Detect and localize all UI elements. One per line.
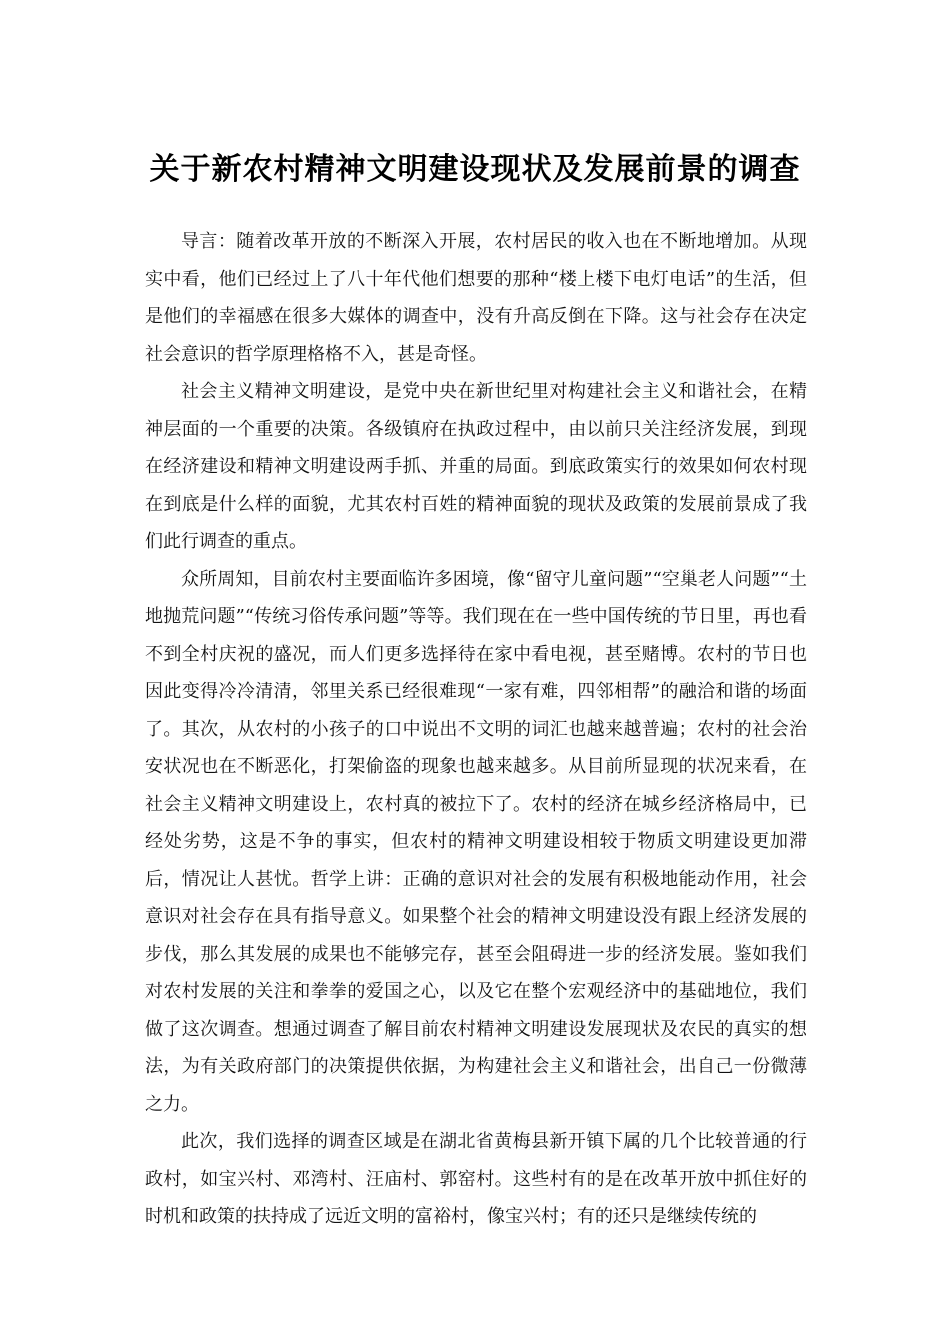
paragraph-survey-area: 此次，我们选择的调查区域是在湖北省黄梅县新开镇下属的几个比较普通的行政村，如宝兴村、邓湾村、汪庙村、郭窑村。这些村有的是在改革开放中抓住好的时机和政策的扶持成了远近文明的富裕村，像宝兴村；有的还只是继续传统的 <box>145 1131 807 1227</box>
paragraph-introduction: 导言：随着改革开放的不断深入开展，农村居民的收入也在不断地增加。从现实中看，他们已经过上了八十年代他们想要的那种“楼上楼下电灯电话”的生活，但是他们的幸福感在很多大媒体的调查中，没有升高反倒在下降。这与社会存在决定社会意识的哲学原理格格不入，甚是奇怪。 <box>145 231 807 365</box>
paragraph-spiritual-civilization: 社会主义精神文明建设，是党中央在新世纪里对构建社会主义和谐社会，在精神层面的一个重要的决策。各级镇府在执政过程中，由以前只关注经济发展，到现在经济建设和精神文明建设两手抓、并重的局面。到底政策实行的效果如何农村现在到底是什么样的面貌，尤其农村百姓的精神面貌的现状及政策的发展前景成了我们此行调查的重点。 <box>145 381 807 552</box>
document-title: 关于新农村精神文明建设现状及发展前景的调查 <box>149 152 801 188</box>
document-body <box>145 223 807 1236</box>
paragraph-rural-difficulties: 众所周知，目前农村主要面临许多困境，像“留守儿童问题”“空巢老人问题”“土地抛荒问题”“传统习俗传承问题”等等。我们现在在一些中国传统的节日里，再也看不到全村庆祝的盛况，而人们更多选择待在家中看电视，甚至赌博。农村的节日也因此变得冷冷清清，邻里关系已经很难现“一家有难，四邻相帮”的融洽和谐的场面了。其次，从农村的小孩子的口中说出不文明的词汇也越来越普遍；农村的社会治安状况也在不断恶化，打架偷盗的现象也越来越多。从目前所显现的状况来看，在社会主义精神文明建设上，农村真的被拉下了。农村的经济在城乡经济格局中，已经处劣势，这是不争的事实，但农村的精神文明建设相较于物质文明建设更加滞后，情况让人甚忧。哲学上讲：正确的意识对社会的发展有积极地能动作用，社会意识对社会存在具有指导意义。如果整个社会的精神文明建设没有跟上经济发展的步伐，那么其发展的成果也不能够完存，甚至会阻碍进一步的经济发展。鉴如我们对农村发展的关注和拳拳的爱国之心，以及它在整个宏观经济中的基础地位，我们做了这次调查。想通过调查了解目前农村精神文明建设发展现状及农民的真实的想法，为有关政府部门的决策提供依据，为构建社会主义和谐社会，出自己一份微薄之力。 <box>145 568 807 1115</box>
